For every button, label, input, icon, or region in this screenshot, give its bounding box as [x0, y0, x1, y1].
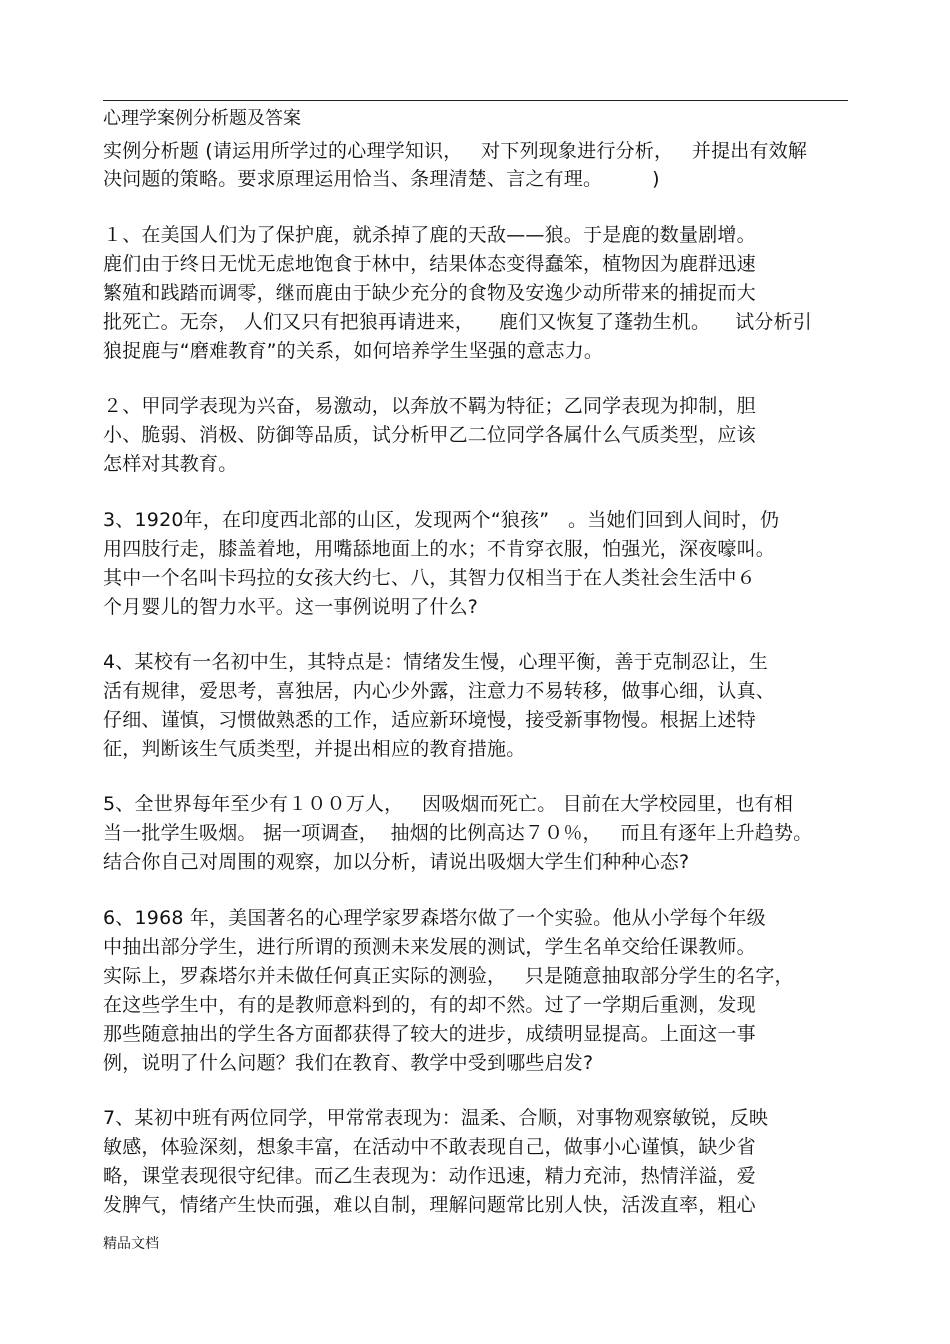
- header-rule: [103, 100, 848, 101]
- intro-line: 实例分析题 (请运用所学过的心理学知识， 对下列现象进行分析， 并提出有效解: [103, 140, 808, 162]
- question-7-line: 略，课堂表现很守纪律。而乙生表现为：动作迅速，精力充沛，热情洋溢，爱: [103, 1165, 756, 1187]
- question-5-line: 当一批学生吸烟。 据一项调查， 抽烟的比例高达７０％， 而且有逐年上升趋势。: [103, 822, 813, 844]
- footer-label: 精品文档: [103, 1236, 159, 1252]
- question-6-line: 在这些学生中，有的是教师意料到的，有的却不然。过了一学期后重测，发现: [103, 994, 756, 1016]
- question-2-line: ２、甲同学表现为兴奋，易激动，以奔放不羁为特征；乙同学表现为抑制，胆: [103, 395, 756, 417]
- question-7-line: 敏感，体验深刻，想象丰富，在活动中不敢表现自己，做事小心谨慎，缺少省: [103, 1136, 756, 1158]
- question-1-line: 鹿们由于终日无忧无虑地饱食于林中，结果体态变得蠢笨，植物因为鹿群迅速: [103, 253, 756, 275]
- question-5-line: 5、全世界每年至少有１００万人， 因吸烟而死亡。 目前在大学校园里，也有相: [103, 793, 794, 815]
- question-7-line: 7、某初中班有两位同学，甲常常表现为：温柔、合顺，对事物观察敏锐，反映: [103, 1107, 769, 1129]
- question-3-line: 3、1920年，在印度西北部的山区，发现两个“狼孩” 。当她们回到人间时，仍: [103, 509, 780, 531]
- question-4-line: 仔细、谨慎，习惯做熟悉的工作，适应新环境慢，接受新事物慢。根据上述特: [103, 709, 756, 731]
- intro-line: 决问题的策略。要求原理运用恰当、条理清楚、言之有理。 ): [103, 168, 660, 190]
- question-6-line: 实际上，罗森塔尔并未做任何真正实际的测验， 只是随意抽取部分学生的名字，: [103, 965, 794, 987]
- question-2-line: 小、脆弱、消极、防御等品质，试分析甲乙二位同学各属什么气质类型，应该: [103, 424, 756, 446]
- question-3-line: 个月婴儿的智力水平。这一事例说明了什么?: [103, 596, 479, 618]
- question-1-line: １、在美国人们为了保护鹿，就杀掉了鹿的天敌——狼。于是鹿的数量剧增。: [103, 224, 756, 246]
- question-4-line: 活有规律，爱思考，喜独居，内心少外露，注意力不易转移，做事心细，认真、: [103, 680, 776, 702]
- document-title: 心理学案例分析题及答案: [103, 108, 301, 129]
- question-4-line: 4、某校有一名初中生，其特点是：情绪发生慢，心理平衡，善于克制忍让，生: [103, 651, 769, 673]
- question-5-line: 结合你自己对周围的观察，加以分析，请说出吸烟大学生们种种心态?: [103, 851, 690, 873]
- question-7-line: 发脾气，情绪产生快而强，难以自制，理解问题常比别人快，活泼直率，粗心: [103, 1194, 756, 1216]
- question-1-line: 狼捉鹿与“磨难教育”的关系，如何培养学生坚强的意志力。: [103, 340, 604, 362]
- question-1-line: 繁殖和践踏而调零，继而鹿由于缺少充分的食物及安逸少动所带来的捕捉而大: [103, 282, 756, 304]
- question-6-line: 6、1968 年，美国著名的心理学家罗森塔尔做了一个实验。他从小学每个年级: [103, 907, 766, 929]
- question-2-line: 怎样对其教育。: [103, 453, 238, 475]
- question-6-line: 中抽出部分学生，进行所谓的预测未来发展的测试，学生名单交给任课教师。: [103, 936, 756, 958]
- question-6-line: 那些随意抽出的学生各方面都获得了较大的进步，成绩明显提高。上面这一事: [103, 1023, 756, 1045]
- question-6-line: 例，说明了什么问题？我们在教育、教学中受到哪些启发?: [103, 1052, 594, 1074]
- question-1-line: 批死亡。无奈， 人们又只有把狼再请进来， 鹿们又恢复了蓬勃生机。 试分析引: [103, 311, 812, 333]
- question-3-line: 其中一个名叫卡玛拉的女孩大约七、八，其智力仅相当于在人类社会生活中６: [103, 567, 756, 589]
- question-4-line: 征，判断该生气质类型，并提出相应的教育措施。: [103, 738, 526, 760]
- question-3-line: 用四肢行走，膝盖着地，用嘴舔地面上的水；不肯穿衣服，怕强光，深夜嚎叫。: [103, 538, 776, 560]
